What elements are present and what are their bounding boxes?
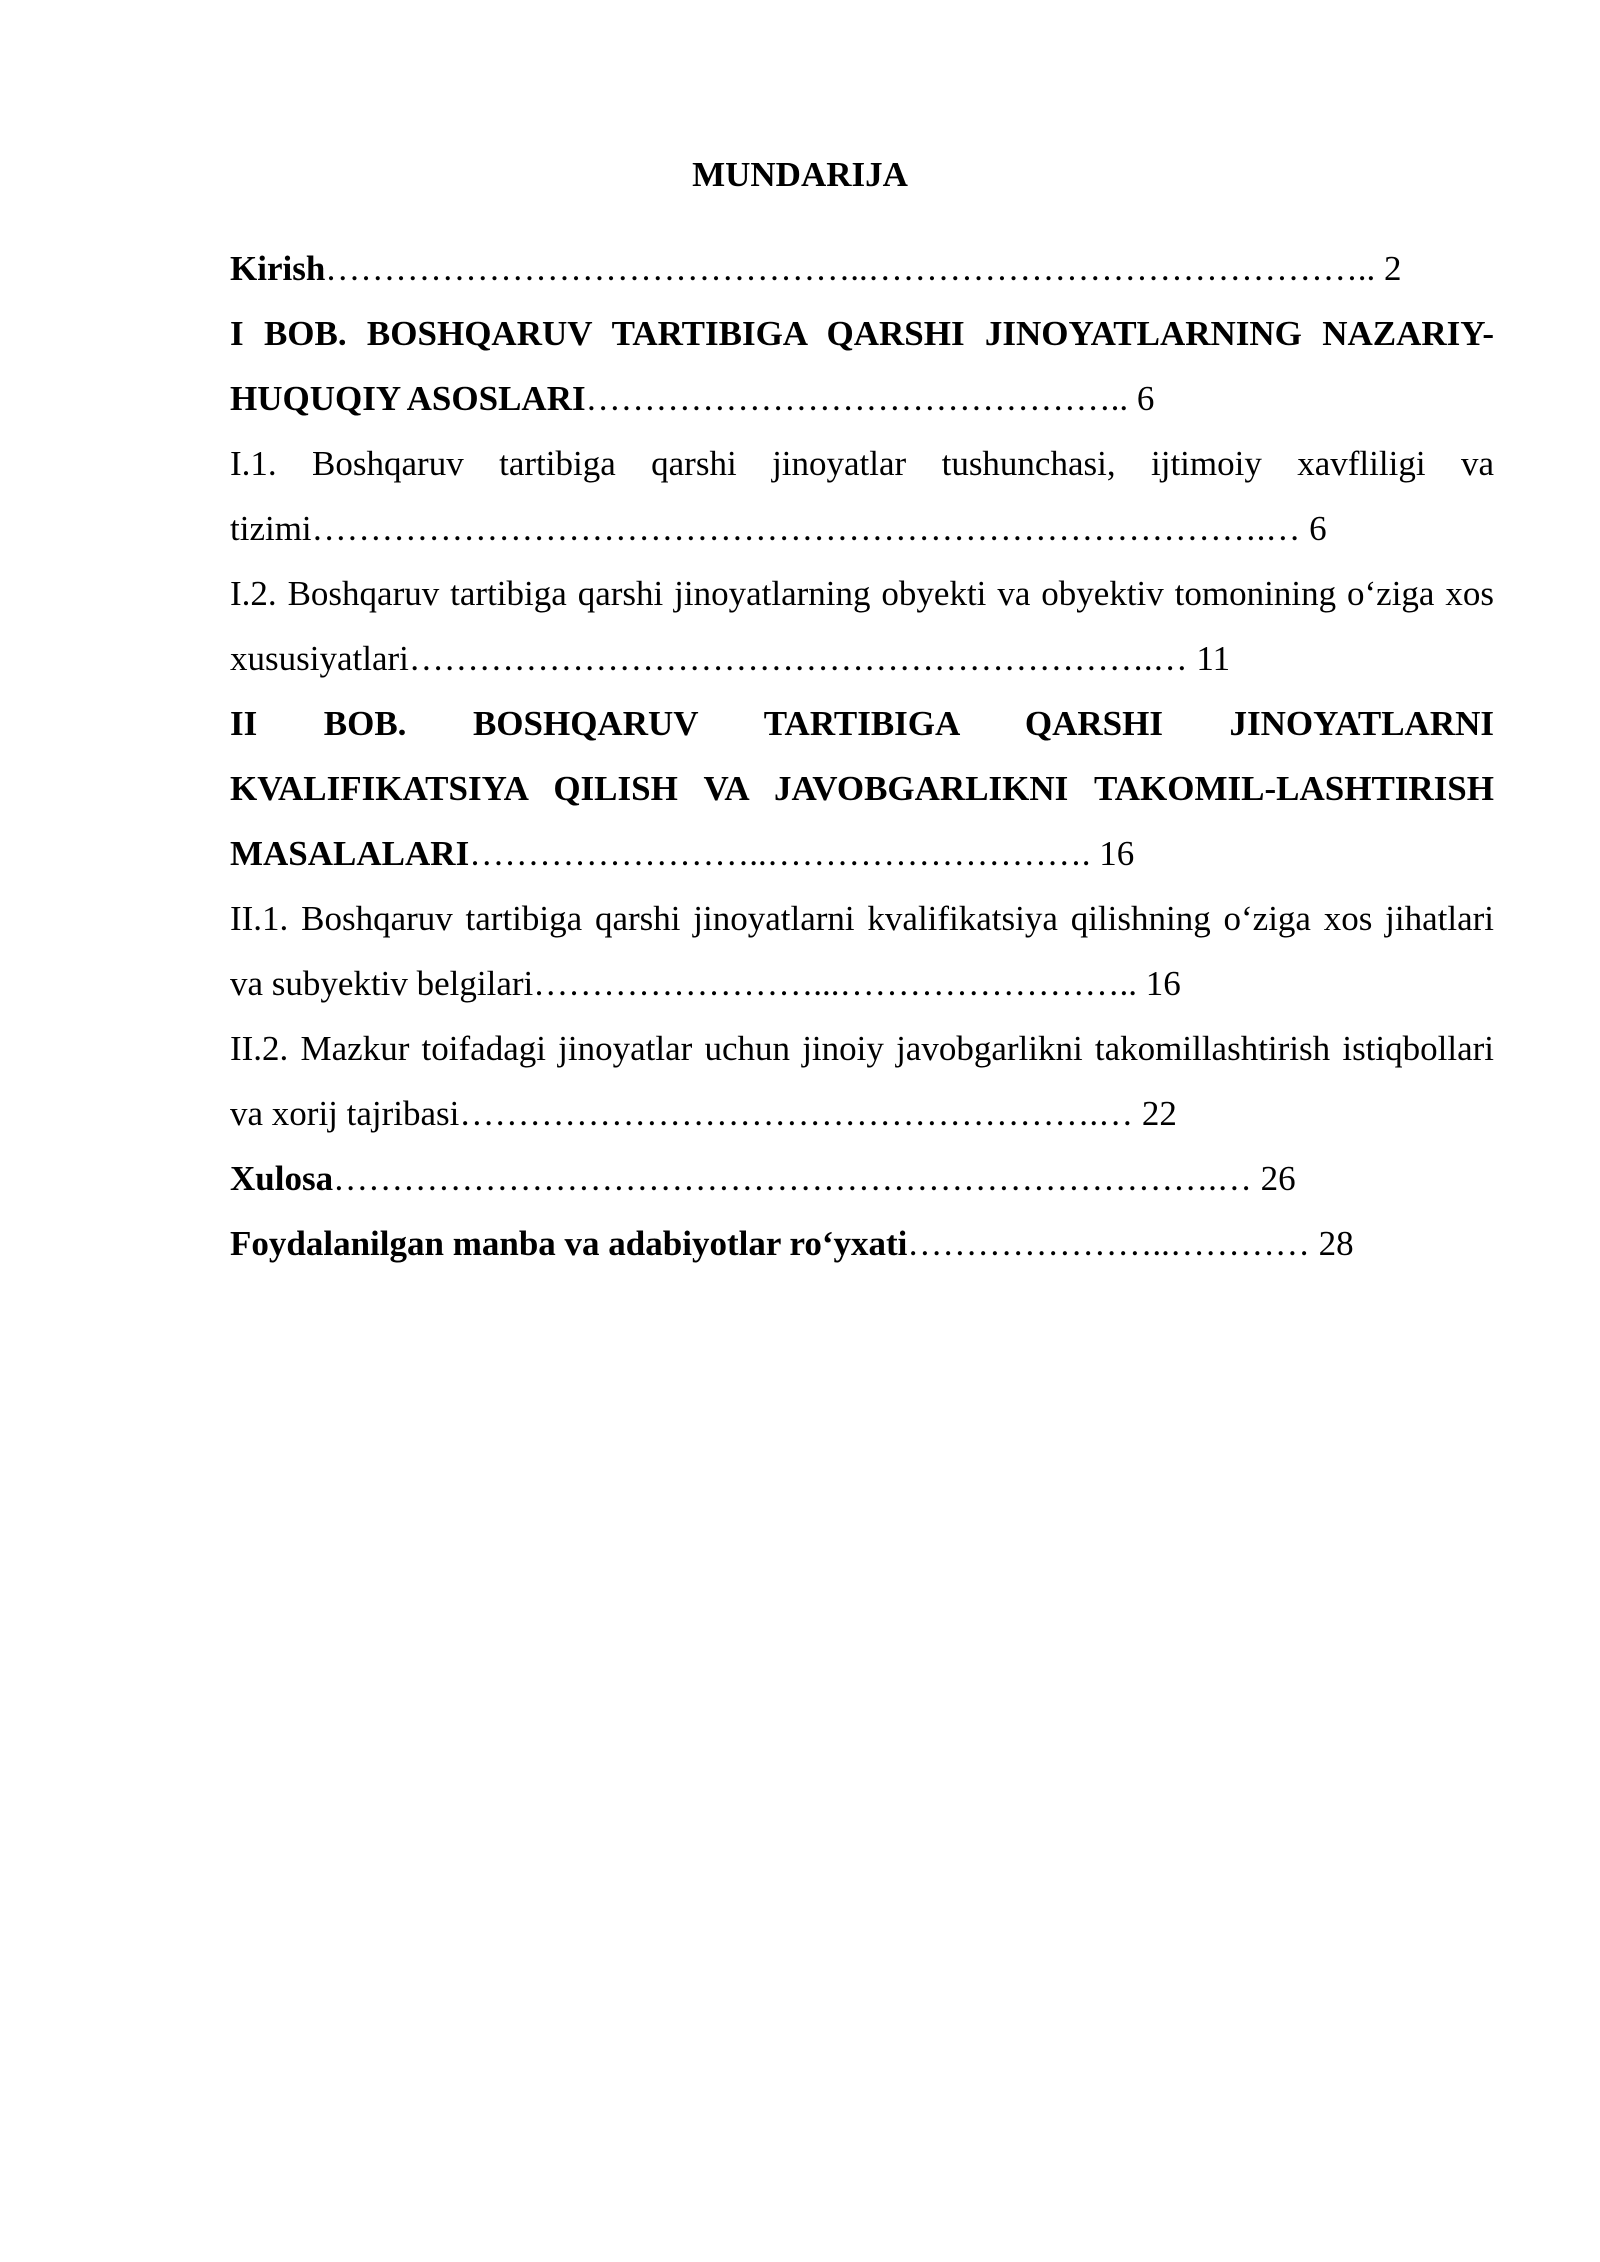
table-of-contents (230, 236, 1494, 1276)
toc-page-number: 2 (1384, 249, 1402, 288)
toc-page-number: 28 (1318, 1224, 1354, 1263)
toc-page-number: 26 (1260, 1159, 1296, 1198)
toc-leader-dots: ……………………..………………………. (469, 834, 1091, 873)
toc-page-number: 22 (1141, 1094, 1177, 1133)
toc-entry-chapter-1 (230, 301, 1494, 431)
toc-entry-section-1-2 (230, 561, 1494, 691)
toc-entry-title: I.2. Boshqaruv tartibiga qarshi jinoyatlarning obyekti va obyektiv tomonining o‘ziga xos xususiyatlari (230, 574, 1494, 678)
toc-entry-chapter-2 (230, 691, 1494, 886)
toc-leader-dots: ……………………………………………….… (459, 1094, 1134, 1133)
toc-page-number: 6 (1136, 379, 1155, 418)
toc-entry-title: Xulosa (230, 1159, 334, 1198)
toc-leader-dots: ………………………………………..…………………………………….. (325, 249, 1376, 288)
toc-entry-title: II.2. Mazkur toifadagi jinoyatlar uchun jinoiy javobgarlikni takomillashtirish istiqbollari va xorij tajribasi (230, 1029, 1494, 1133)
toc-entry-title: I.1. Boshqaruv tartibiga qarshi jinoyatlar tushunchasi, ijtimoiy xavfliligi va tizimi (230, 444, 1494, 548)
toc-leader-dots: ……………………...…………………….. (533, 964, 1138, 1003)
toc-entry-title: Kirish (230, 249, 326, 288)
toc-leader-dots: ………………………………………………………………….… (333, 1159, 1252, 1198)
toc-entry-references (230, 1211, 1494, 1276)
toc-entry-kirish (230, 236, 1494, 301)
toc-entry-title: Foydalanilgan manba va adabiyotlar ro‘yxati (230, 1224, 908, 1263)
toc-page-number: 6 (1309, 509, 1327, 548)
toc-leader-dots: …………………..………… (907, 1224, 1310, 1263)
toc-entry-section-1-1 (230, 431, 1494, 561)
toc-leader-dots: ……………………………………………………………………….… (311, 509, 1301, 548)
toc-entry-section-2-2 (230, 1016, 1494, 1146)
toc-leader-dots: ……………………………………………………….… (408, 639, 1188, 678)
toc-entry-title: I BOB. BOSHQARUV TARTIBIGA QARSHI JINOYATLARNING NAZARIY-HUQUQIY ASOSLARI (230, 314, 1494, 418)
page-title: MUNDARIJA (692, 155, 908, 194)
toc-entry-title: II.1. Boshqaruv tartibiga qarshi jinoyatlarni kvalifikatsiya qilishning o‘ziga xos jihatlari va subyektiv belgilari (230, 899, 1494, 1003)
toc-entry-title: II BOB. BOSHQARUV TARTIBIGA QARSHI JINOYATLARNI KVALIFIKATSIYA QILISH VA JAVOBGARLIKNI TAKOMIL-LASHTIRISH MASALALARI (230, 704, 1494, 873)
toc-page-number: 11 (1196, 639, 1231, 678)
toc-leader-dots: ……………………………………….. (585, 379, 1129, 418)
toc-entry-xulosa (230, 1146, 1494, 1211)
toc-page-number: 16 (1145, 964, 1181, 1003)
toc-page-number: 16 (1099, 834, 1135, 873)
toc-entry-section-2-1 (230, 886, 1494, 1016)
